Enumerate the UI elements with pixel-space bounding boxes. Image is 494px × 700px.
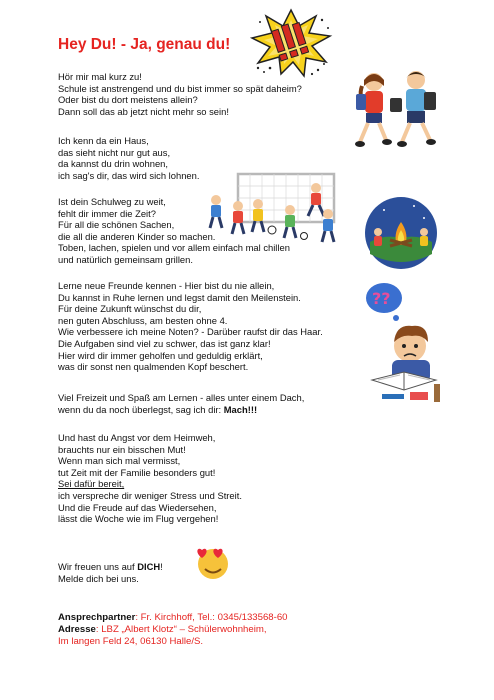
text-line: die all die anderen Kinder so machen.: [58, 230, 216, 242]
text-line: Lerne neue Freunde kennen - Hier bist du nie allein,: [58, 280, 275, 291]
text-line: Oder bist du dort meistens allein?: [58, 94, 198, 106]
contact-person-value: : Fr. Kirchhoff, Tel.: 0345/133568-60: [135, 612, 288, 623]
text-line: Ist dein Schulweg zu weit,: [58, 196, 166, 207]
text-line: da kannst du drin wohnen,: [58, 158, 168, 170]
page-title: Hey Du! - Ja, genau du!: [58, 36, 231, 53]
text-line: Melde dich bei uns.: [58, 572, 139, 584]
text-line: Hör mir mal kurz zu!: [58, 71, 142, 82]
text-fragment: !: [160, 561, 163, 572]
text-line: Für all die schönen Sachen,: [58, 219, 175, 231]
text-line: Und hast du Angst vor dem Heimweh,: [58, 432, 216, 443]
text-line: Viel Freizeit und Spaß am Lernen - alles unter einem Dach,: [58, 392, 305, 403]
text-line: Ich kenn da ein Haus,: [58, 135, 149, 146]
intro-paragraph: [58, 71, 302, 117]
text-line: fehlt dir immer die Zeit?: [58, 207, 156, 219]
schoolway-paragraph: [58, 196, 290, 266]
text-line: Wenn man sich mal vermisst,: [58, 455, 181, 467]
school-kids-icon: [352, 68, 444, 150]
text-line: Wie verbessere ich meine Noten? - Darüber raufst dir das Haar.: [58, 326, 323, 338]
heart-eyes-emoji-icon: [192, 542, 234, 582]
text-line: und natürlich gemeinsam grillen.: [58, 253, 193, 265]
homesick-paragraph: [58, 432, 242, 525]
text-fragment: wenn du da noch überlegst, sag ich dir:: [58, 403, 224, 415]
text-line: Du kannst in Ruhe lernen und legst damit den Meilenstein.: [58, 291, 301, 303]
contact-address-label: Adresse: [58, 624, 96, 635]
text-line: Schule ist anstrengend und du bist immer so spät daheim?: [58, 82, 302, 94]
text-line: was dir sonst nen qualmenden Kopf beschert.: [58, 361, 249, 373]
text-line: brauchts nur ein bisschen Mut!: [58, 443, 186, 455]
svg-text:??: ??: [372, 289, 391, 308]
closing-paragraph: [58, 561, 163, 584]
exclamation-burst-icon: [248, 8, 334, 78]
freetime-paragraph: [58, 392, 304, 415]
house-paragraph: [58, 135, 199, 181]
text-line: Und die Freude auf das Wiedersehen,: [58, 501, 217, 513]
contact-address-value: : LBZ „Albert Klotz“ – Schülerwohnheim,: [95, 624, 267, 635]
text-line: lässt die Woche wie im Flug vergehen!: [58, 513, 219, 525]
text-line: tut Zeit mit der Familie besonders gut!: [58, 466, 216, 478]
campfire-kids-icon: [364, 196, 438, 270]
text-line: ich verspreche dir weniger Stress und Streit.: [58, 489, 242, 501]
text-line: nen guten Abschluss, am besten ohne 4.: [58, 314, 228, 326]
mach-emphasis: Mach!!!: [223, 403, 258, 415]
text-line: [58, 404, 304, 416]
contact-person-label: Ansprechpartner: [58, 612, 136, 623]
dich-emphasis: DICH: [137, 561, 161, 572]
contact-address: [58, 624, 288, 636]
text-line: [58, 561, 163, 573]
text-fragment: Wir freuen uns auf: [58, 561, 138, 572]
text-line: das sieht nicht nur gut aus,: [58, 146, 171, 158]
text-line: Dann soll das ab jetzt nicht mehr so sein!: [58, 105, 229, 117]
stressed-student-icon: [362, 280, 446, 406]
contact-address-line2: Im langen Feld 24, 06130 Halle/S.: [58, 636, 204, 647]
friends-paragraph: [58, 280, 323, 373]
text-line: Für deine Zukunft wünschst du dir,: [58, 303, 202, 315]
text-line: Hier wird dir immer geholfen und geduldig erklärt,: [58, 349, 263, 361]
contact-block: [58, 612, 288, 648]
text-line: Die Aufgaben sind viel zu schwer, das ist ganz klar!: [58, 337, 271, 349]
contact-person: [58, 612, 288, 624]
underlined-line: Sei dafür bereit,: [58, 478, 125, 490]
text-line: Toben, lachen, spielen und vor allem einfach mal chillen: [58, 242, 290, 254]
text-line: ich sag's dir, das wird sich lohnen.: [58, 169, 200, 181]
